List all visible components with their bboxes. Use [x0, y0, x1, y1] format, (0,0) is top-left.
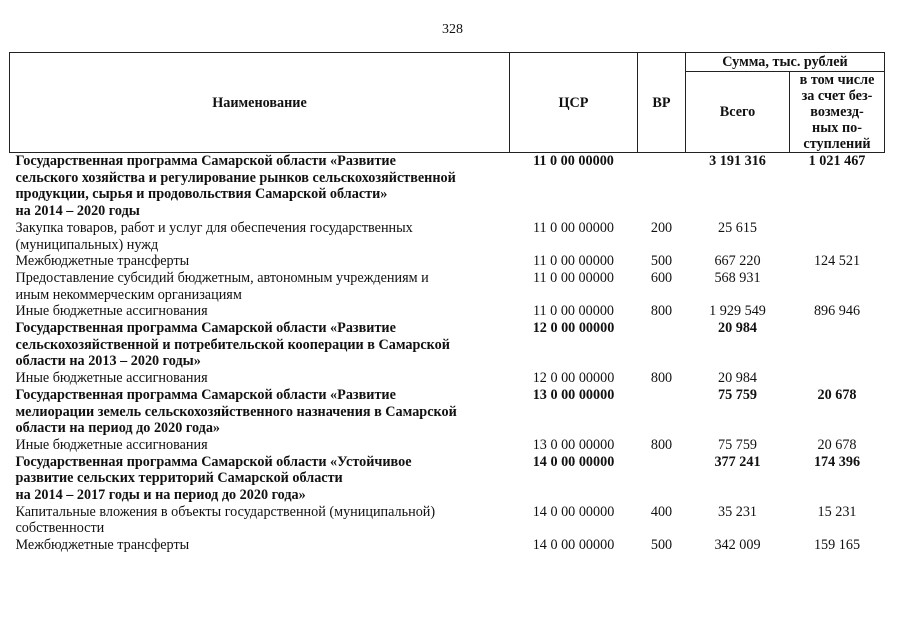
row-name-line: Иные бюджетные ассигнования [15, 303, 208, 320]
row-csr: 11 0 00 00000 [532, 303, 615, 320]
row-name [10, 370, 510, 387]
row-total: 35 231 [717, 503, 757, 520]
row-name-line: Государственная программа Самарской области «Развитие [15, 320, 396, 337]
row-name [10, 437, 510, 454]
row-csr: 14 0 00 00000 [532, 537, 615, 554]
row-vr [638, 454, 686, 504]
row-extra [790, 320, 885, 370]
row-csr: 11 0 00 00000 [532, 269, 615, 286]
row-name [10, 387, 510, 437]
row-total: 377 241 [714, 453, 761, 470]
row-name-line: Государственная программа Самарской области «Развитие [15, 386, 396, 403]
row-name-line: развитие сельских территорий Самарской области [15, 470, 343, 487]
row-vr: 800 [650, 370, 673, 387]
row-extra [790, 220, 885, 253]
row-extra: 20 678 [817, 436, 857, 453]
header-total: Всего [686, 72, 790, 153]
row-name [10, 537, 510, 554]
row-name-line: мелиорации земель сельскохозяйственного назначения в Самарской [15, 403, 457, 420]
row-name [10, 153, 510, 220]
row-name-line: на 2014 – 2020 годы [15, 203, 140, 220]
row-total: 1 929 549 [709, 303, 766, 320]
row-name-line: Государственная программа Самарской области «Развитие [15, 153, 396, 169]
header-extra [790, 72, 885, 153]
row-vr [638, 320, 686, 370]
row-name-line: Межбюджетные трансферты [15, 253, 190, 270]
row-name-line: Иные бюджетные ассигнования [15, 370, 208, 387]
row-name-line: сельскохозяйственной и потребительской кооперации в Самарской [15, 336, 450, 353]
row-extra [790, 270, 885, 303]
row-csr: 12 0 00 00000 [532, 370, 615, 387]
row-vr: 400 [650, 503, 673, 520]
row-total: 25 615 [717, 219, 757, 236]
row-vr: 800 [650, 303, 673, 320]
row-total: 75 759 [717, 436, 757, 453]
row-vr: 500 [650, 253, 673, 270]
row-name-line: Межбюджетные трансферты [15, 537, 190, 554]
row-vr [638, 153, 686, 220]
row-vr: 600 [650, 269, 673, 286]
row-csr: 13 0 00 00000 [532, 386, 615, 403]
row-csr: 11 0 00 00000 [532, 253, 615, 270]
row-vr [638, 387, 686, 437]
row-total: 20 984 [717, 370, 757, 387]
budget-table-grid [9, 52, 885, 554]
program-row [10, 387, 885, 437]
row-total: 342 009 [714, 537, 761, 554]
row-total: 20 984 [717, 320, 757, 337]
program-row [10, 153, 885, 220]
row-name-line: (муниципальных) нужд [15, 236, 159, 253]
row-name [10, 220, 510, 253]
header-extra-line: ступлений [803, 136, 871, 152]
row-extra: 1 021 467 [808, 153, 866, 169]
row-extra: 20 678 [817, 386, 857, 403]
row-csr: 11 0 00 00000 [533, 153, 614, 169]
row-name-line: иным некоммерческим организациям [15, 286, 242, 303]
table-row [10, 370, 885, 387]
row-name-line: собственности [15, 520, 105, 537]
header-extra-line: ных по- [812, 120, 862, 136]
header-csr: ЦСР [510, 53, 638, 153]
budget-table [9, 52, 884, 554]
row-extra: 896 946 [813, 303, 861, 320]
row-name-line: области на 2013 – 2020 годы» [15, 353, 201, 370]
row-name-line: сельского хозяйства и регулирование рынков сельскохозяйственной [15, 169, 456, 186]
header-extra-line: в том числе [799, 72, 875, 88]
program-row [10, 320, 885, 370]
row-name-line: Закупка товаров, работ и услуг для обеспечения государственных [15, 219, 413, 236]
row-total: 75 759 [717, 386, 757, 403]
table-row [10, 504, 885, 537]
program-row [10, 454, 885, 504]
row-vr: 200 [650, 219, 673, 236]
row-name-line: на 2014 – 2017 годы и на период до 2020 года» [15, 487, 306, 504]
row-csr: 14 0 00 00000 [532, 453, 615, 470]
row-vr: 800 [650, 436, 673, 453]
row-name [10, 270, 510, 303]
row-csr: 11 0 00 00000 [532, 219, 615, 236]
header-vr: ВР [638, 53, 686, 153]
table-row [10, 253, 885, 270]
page-number: 328 [442, 22, 463, 37]
header-extra-line: возмезд- [810, 104, 864, 120]
row-csr: 14 0 00 00000 [532, 503, 615, 520]
row-extra: 124 521 [813, 253, 861, 270]
row-extra: 174 396 [813, 453, 861, 470]
row-name-line: Предоставление субсидий бюджетным, автономным учреждениям и [15, 269, 429, 286]
row-name [10, 253, 510, 270]
row-total: 3 191 316 [709, 153, 766, 169]
row-name [10, 320, 510, 370]
row-total: 667 220 [714, 253, 761, 270]
row-total: 568 931 [714, 269, 761, 286]
row-name [10, 504, 510, 537]
row-name-line: Государственная программа Самарской области «Устойчивое [15, 453, 412, 470]
table-header [10, 53, 885, 153]
row-name [10, 303, 510, 320]
table-body [10, 153, 885, 554]
header-name: Наименование [10, 53, 510, 153]
row-name-line: продукции, сырья и продовольствия Самарской области» [15, 186, 388, 203]
row-extra [790, 370, 885, 387]
row-extra: 159 165 [813, 537, 861, 554]
row-name [10, 454, 510, 504]
row-vr: 500 [650, 537, 673, 554]
table-row [10, 270, 885, 303]
header-sum: Сумма, тыс. рублей [686, 53, 885, 72]
row-csr: 12 0 00 00000 [532, 320, 615, 337]
table-row [10, 220, 885, 253]
row-name-line: области на период до 2020 года» [15, 420, 221, 437]
row-csr: 13 0 00 00000 [532, 436, 615, 453]
row-name-line: Иные бюджетные ассигнования [15, 436, 208, 453]
row-extra: 15 231 [817, 503, 857, 520]
table-row [10, 303, 885, 320]
table-row [10, 537, 885, 554]
table-row [10, 437, 885, 454]
row-name-line: Капитальные вложения в объекты государственной (муниципальной) [15, 503, 436, 520]
header-extra-line: за счет без- [801, 88, 873, 104]
